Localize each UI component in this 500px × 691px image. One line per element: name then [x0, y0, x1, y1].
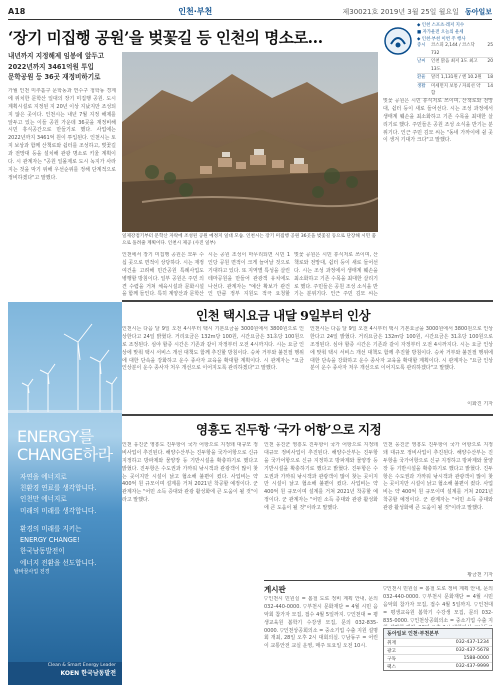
- notice-title: 게시판: [264, 585, 286, 594]
- index-text: 코스피 2,144 / 코스닥 732: [431, 43, 475, 56]
- contact-row: [384, 638, 492, 646]
- index-text: 달러 1,131원 / 엔 10.2원: [431, 75, 482, 81]
- contact-value: 032-437-9999: [455, 663, 489, 669]
- section-divider: [122, 414, 493, 416]
- notice-body-left: ▽인천시 민원실 = 봄철 도로 정비 계획 안내, 문의 032-440-0000. ▽부천시 문화재단 = 4월 시민 음악회 참가자 모집, 접수 4월 5일까지. ▽인천대 = 평생교육원 봄학기 수강생 모집, 문의 032-835-0000. ▽인천상공회의소 = 중소기업 수출 지원 설명회 개최, 28일 오후 2시 대회의실. ▽남동구 = 어린이 교통안전 교실 운영, 매주 토요일 오전 10시.: [264, 596, 378, 650]
- index-value: 25: [487, 43, 493, 48]
- ad-copy-line: 자연을 에너지로: [20, 473, 67, 481]
- ad-copy-line: 인천만 에너지로: [20, 495, 67, 504]
- section-name: 인천·부천: [178, 7, 213, 16]
- index-row: [417, 58, 493, 74]
- port-body-mid: 인천 옹진군 영흥도 진두항이 국가 어항으로 지정돼 대규모 정비사업이 추진된다. 해양수산부는 진두항을 국가어항으로 신규 지정하고 방파제와 물양장 등 기반시설을 확충하기로 했다고 밝혔다. 진두항은 수도권과 가까워 낚시객과 관광객이 많이 찾는 곳이지만 시설이 낡고 협소해 불편이 컸다. 사업비는 약 400억 원 규모이며 설계를 거쳐 2021년 착공할 예정이다. 군 관계자는 "어민 소득 증대와 관광 활성화에 큰 도움이 될 것"이라고 말했다.: [264, 442, 378, 512]
- index-value: 18: [487, 75, 493, 81]
- contact-row: [384, 646, 492, 654]
- index-text: 미세먼지 보통 / 자외선 약함: [431, 83, 481, 97]
- contact-box: [383, 628, 493, 671]
- ad-copy-line: 환경의 미래를 지키는: [20, 525, 82, 533]
- port-byline: 황금천 기자: [467, 572, 493, 578]
- page-header: [8, 4, 492, 20]
- subhead-line: 내년까지 지정해제 임봉에 앞두고: [8, 52, 105, 60]
- contact-value: 032-437-1234: [455, 639, 489, 645]
- page-number: A18: [8, 7, 26, 16]
- lead-body-mid: 인천에서 장기 미집행 공원은 모두 수십 곳으로 면적이 상당하다. 시는 재정 여건을 고려해 민간공원 특례사업도 병행할 방침이다. 일부 공원은 주민 의견 수렴을 거쳐 체육시설과 문화시설을 함께 들인다. 특히 계양산과 문학산: [122, 252, 204, 298]
- ad-brand-name: KOEN 한국남동발전: [60, 669, 116, 677]
- index-text: 인천 맑음 최저 3도 최고 13도: [431, 59, 478, 72]
- issue-meta: 제30021호 2019년 3월 25일 월요일: [342, 7, 459, 16]
- taxi-headline: 인천 택시요금 내달 9일부터 인상: [196, 308, 371, 323]
- ad-copy-line: 미래의 미래를 생각합니다.: [20, 506, 97, 515]
- contact-value: 032-437-5678: [455, 647, 489, 653]
- ad-copy-line: ENERGY CHANGE!: [20, 536, 80, 545]
- contact-label: 구독: [387, 656, 397, 662]
- ad-copy-line: 에너지 전환을 선도합니다.: [20, 558, 97, 567]
- contact-row: [384, 662, 492, 670]
- taxi-byline: 이화진 기자: [467, 401, 493, 407]
- contact-label: 팩스: [387, 664, 397, 670]
- subhead-line: 문학공원 등 36곳 재정비하기로: [8, 73, 101, 82]
- ad-photo-credit: 탈바꿈사업 전경: [14, 569, 50, 575]
- ad-title: [17, 428, 113, 465]
- mountain-park-photo: [122, 52, 378, 232]
- contact-row: [384, 654, 492, 662]
- index-value: 20: [487, 59, 493, 65]
- lead-headline: ‘장기 미집행 공원’을 벚꽃길 등 인천의 명소로…: [8, 28, 323, 47]
- ad-copy-line: 한국남동발전이: [20, 547, 65, 556]
- index-row: [417, 74, 493, 83]
- index-row: [417, 42, 493, 58]
- lead-body-right: 시는 공원 조성이 마무리되면 시민 1인당 공원 면적이 크게 늘어날 것으로 기대하고 있다. 또 지역별 특성을 살린 테마공원을 만들어 관광객 유치에도 나선다. 관계자는 "예산 확보가 관건인 만큼 정부 지원도 적극 요청할: [208, 252, 290, 298]
- index-value: 14: [487, 83, 493, 89]
- contact-value: 1588-0000: [463, 655, 489, 661]
- subhead-line: 2022년까지 3461억원 투입: [8, 62, 94, 71]
- notice-divider: [264, 580, 493, 581]
- port-headline: 영흥도 진두항 ‘국가 어항’으로 지정: [196, 422, 382, 437]
- ad-brand: [48, 663, 116, 678]
- index-rows: [417, 42, 493, 99]
- ad-title-line: ENERGY를: [17, 427, 94, 446]
- index-tag: 날씨: [417, 59, 426, 65]
- index-header-line: ◆ 인천 스포츠·레저 지수: [417, 23, 465, 28]
- port-body-left: 인천 옹진군 영흥도 진두항이 국가 어항으로 지정돼 대규모 정비사업이 추진된다. 해양수산부는 진두항을 국가어항으로 신규 지정하고 방파제와 물양장 등 기반시설을 확충하기로 했다고 밝혔다. 진두항은 수도권과 가까워 낚시객과 관광객이 많이 찾는 곳이지만 시설이 낡고 협소해 불편이 컸다. 사업비는 약 400억 원 규모이며 설계를 거쳐 2021년 착공할 예정이다. 군 관계자는 "어민 소득 증대와 관광 활성화에 큰 도움이 될 것"이라고 말했다.: [122, 442, 258, 504]
- lead-subhead: [8, 52, 116, 84]
- ad-title-line: CHANGE하라: [17, 445, 113, 465]
- ad-copy-line: 친환경 연료를 생각합니다.: [20, 484, 97, 493]
- lead-photo-caption: 일제강점기부터 문학산 자락에 조성된 공원 예정지 일대 모습. 인천시는 장기 미집행 공원 36곳을 벚꽃길 등으로 단장해 시민 품으로 돌려줄 계획이다. 인천시 제공 (사진 일부): [122, 234, 377, 246]
- newspaper-logo-icon: [383, 26, 413, 56]
- contact-label: 취재: [387, 640, 397, 646]
- ad-brand-tagline: Clean & Smart Energy Leader: [47, 663, 116, 669]
- index-row: [417, 83, 493, 99]
- notice-body-right: ▽인천시 민원실 = 봄철 도로 정비 계획 안내, 문의 032-440-0000. ▽부천시 문화재단 = 4월 시민 음악회 참가자 모집, 접수 4월 5일까지. ▽인천대 = 평생교육원 봄학기 수강생 모집, 문의 032-835-0000. ▽인천상공회의소 = 중소기업 수출 지: [383, 586, 493, 624]
- index-tag: 증시: [417, 43, 426, 48]
- lead-body-continuation: 벚꽃 공원은 시민 휴식처로 쓰이며, 산책로와 전망대, 쉼터 등이 새로 들어선다. 시는 조성 과정에서 생태계 훼손을 최소화하고 기존 수목을 최대한 살리기로 했다. 주민들은 공원 조성 소식을 반기는 분위기다. 인근 주민 김모 씨는: [294, 252, 378, 298]
- lead-body-left: 가월 인천 미추홀구 문학동과 연수구 청학동 경계 에 위치한 문학산 일대의 장기 미집행 공원. 도시계획시설로 지정된 지 20년 이상 지났지만 조성되지 않은 곳이다. 인천시는 내년 7월 지정 해제를 앞두고 있는 이들 공원 가운데 36곳을 재정비해 시민 휴식공간으로 만들기로 했다. 사업에는 2022년까지 3461억 원이 투입된다. 인천시는 토지 보상과 함께 산책로와 쉼터를 조성하고, 벚꽃길과 전망대 등을 설치해 관광 명소로 키울 계획이다. 시 관계자는 "공원 일몰제로 도시 녹지가 사라지는 것을 막기 위해 우선순위를 정해 단계적으로 정비하겠다"고 말했다.: [8, 88, 116, 181]
- lead-photo: [122, 52, 378, 232]
- index-header: [417, 22, 493, 43]
- koen-advertisement: [8, 302, 122, 685]
- index-tag: 생활: [417, 83, 426, 89]
- contact-title: 동아일보 인천·부천본부: [384, 629, 492, 638]
- taxi-body-left: 인천시는 다음 달 9일 오전 4시부터 택시 기본요금을 3000원에서 3800원으로 인상한다고 24일 밝혔다. 거리요금은 132m당 100원, 시간요금은 31초당 100원으로 조정된다. 심야 할증 시간은 기존과 같이 자정부터 오전 4시까지다. 시는 요금 인상에 맞춰 택시 서비스 개선 대책도 함께 추진할 방침이다. 승차 거부와 불친절 행위에 대한 단속을 강화하고 운수 종사자 교육을 확대할 계획이다. 시 관계자는 "요금 인상분이 운수 종사자 처우 개선으로 이어지도록 관리하겠다"고 말했다.: [122, 326, 304, 372]
- section-divider: [122, 300, 493, 302]
- ad-copy-2: [20, 524, 96, 569]
- index-tag: 환율: [417, 75, 426, 81]
- port-body-right: 인천 옹진군 영흥도 진두항이 국가 어항으로 지정돼 대규모 정비사업이 추진된다. 해양수산부는 진두항을 국가어항으로 신규 지정하고 방파제와 물양장 등 기반시설을 확충하기로 했다고 밝혔다. 진두항은 수도권과 가까워 낚시객과 관광객이 많이 찾는 곳이지만 시설이 낡고 협소해 불편이 컸다. 사업비는 약 400억 원 규모이며 설계를 거쳐 2021년 착공할 예정이다. 군 관계자는 "어민 소득 증대와 관광 활성화에 큰 도움이 될 것"이라고 말했다.: [383, 442, 493, 512]
- index-box: [383, 22, 493, 97]
- taxi-body-right: 인천시는 다음 달 9일 오전 4시부터 택시 기본요금을 3000원에서 3800원으로 인상한다고 24일 밝혔다. 거리요금은 132m당 100원, 시간요금은 31초당 100원으로 조정된다. 심야 할증 시간은 기존과 같이 자정부터 오전 4시까지다. 시는 요금 인상에 맞춰 택시 서비스 개선 대책도 함께 추진할 방침이다. 승차 거부와 불친절 행위에 대한 단속을 강화하고 운수 종사자 교육을 확대할 계획이다. 시 관계자는 "요금 인상분이 운수 종사자 처우 개선으로 이어지도록 관리하겠다"고 말했다.: [310, 326, 493, 372]
- ad-copy-1: [20, 472, 96, 517]
- index-header-line: ■ 자가운전 오늘의 운세: [417, 30, 464, 36]
- index-header-line: ◆ 인천·부천 이번 주 행사: [417, 37, 466, 43]
- contact-label: 광고: [387, 648, 397, 654]
- paper-name: 동아일보: [464, 6, 492, 16]
- lead-body-right-column: 벚꽃 공원은 시민 휴식처로 쓰이며, 산책로와 전망대, 쉼터 등이 새로 들어선다. 시는 조성 과정에서 생태계 훼손을 최소화하고 기존 수목을 최대한 살리기로 했다. 주민들은 공원 조성 소식을 반기는 분위기다. 인근 주민 김모 씨는 "동네 가까이에 쉴 곳이 생겨 기대가 크다"고 말했다.: [383, 98, 493, 144]
